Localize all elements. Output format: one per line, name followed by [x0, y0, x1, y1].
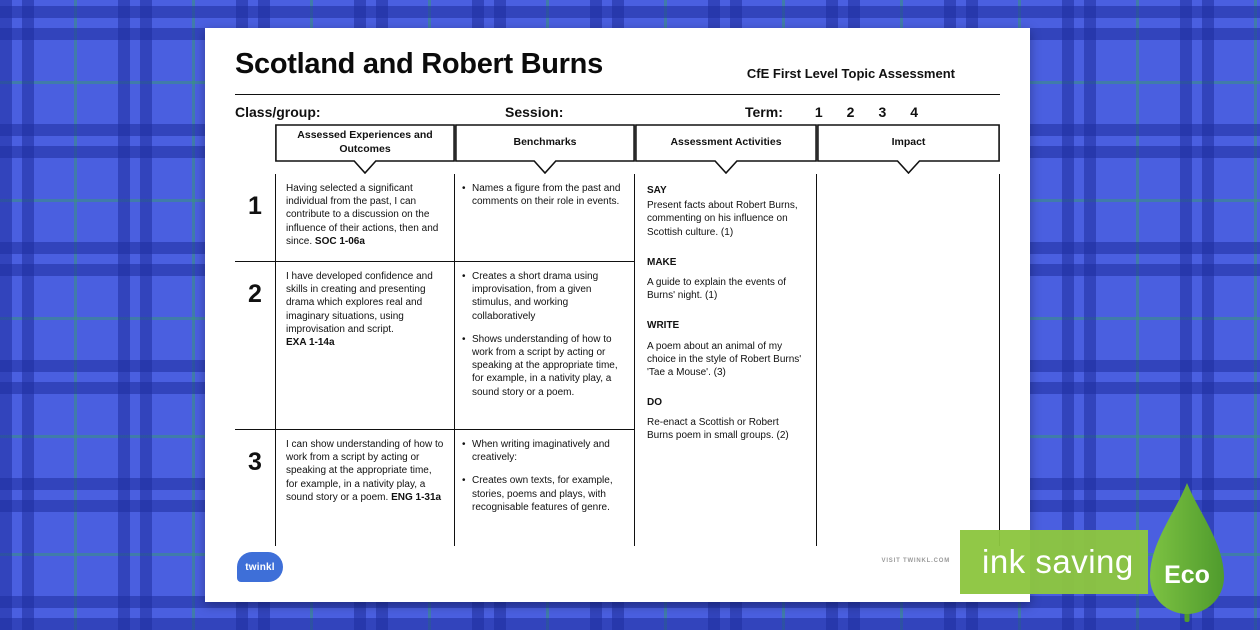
activities-cell	[635, 174, 817, 546]
outcome-text: Having selected a significant individual from the past, I can contribute to a discussion on the influence of their actions, then and since.	[286, 183, 439, 247]
row-3-outcome	[275, 430, 455, 546]
activity-text: Present facts about Robert Burns, commenting on his influence on Scottish culture. (1)	[647, 200, 798, 238]
term-option-4: 4	[910, 104, 919, 120]
header-impact	[817, 124, 1000, 174]
activity-do	[647, 396, 804, 443]
term-label: Term:	[745, 104, 783, 120]
header-outcomes	[275, 124, 455, 174]
row-2-number: 2	[235, 262, 275, 430]
benchmark-list	[461, 270, 626, 399]
activity-make	[647, 256, 804, 303]
row-1-outcome	[275, 174, 455, 262]
eco-leaf-icon	[1146, 481, 1228, 623]
term-option-3: 3	[878, 104, 887, 120]
benchmark-item: • Creates own texts, for example, stories, poems and plays, with recognisable features of genre.	[461, 474, 626, 514]
row-1-number: 1	[235, 174, 275, 262]
benchmark-item: • Names a figure from the past and comments on their role in events.	[461, 182, 626, 208]
doc-subtitle: CfE First Level Topic Assessment	[746, 66, 955, 81]
session-label: Session:	[505, 104, 564, 120]
term-option-1: 1	[814, 104, 823, 120]
eco-label: Eco	[1164, 561, 1210, 589]
header-benchmarks-label: Benchmarks	[513, 135, 577, 148]
header-benchmarks	[455, 124, 635, 174]
activity-say	[647, 184, 804, 239]
header-activities	[635, 124, 817, 174]
page-title: Scotland and Robert Burns	[235, 48, 603, 80]
activity-heading: DO	[647, 397, 662, 409]
activity-text: A guide to explain the events of Burns' night. (1)	[647, 276, 786, 302]
impact-cell	[817, 174, 1000, 546]
title-divider	[235, 94, 1000, 95]
ink-saving-label: ink saving	[982, 543, 1134, 580]
visit-twinkl-text: VISIT TWINKL.COM	[881, 558, 950, 564]
benchmark-item: • Shows understanding of how to work from a script by acting or speaking at the appropriate time, for example, in a nativity play, a sound story or a poem.	[461, 333, 626, 399]
table-header-row	[235, 124, 1000, 174]
activity-text: Re-enact a Scottish or Robert Burns poem in small groups. (2)	[647, 417, 789, 442]
row-2-benchmarks	[455, 262, 635, 430]
outcome-code: SOC 1-06a	[314, 235, 365, 247]
document-header	[235, 48, 1000, 94]
benchmark-list	[461, 182, 626, 208]
benchmark-item: • When writing imaginatively and creatively:	[461, 438, 626, 464]
twinkl-logo: twinkl	[237, 552, 283, 582]
meta-row	[235, 104, 1000, 120]
row-2-outcome	[275, 262, 455, 430]
row-3-number: 3	[248, 448, 262, 476]
benchmark-list	[461, 438, 626, 514]
term-option-2: 2	[846, 104, 855, 120]
activity-text: A poem about an animal of my choice in the style of Robert Burns' 'Tae a Mouse'. (3)	[647, 340, 802, 378]
header-outcomes-label: Assessed Experiences and Outcomes	[297, 129, 433, 155]
outcome-code: EXA 1-14a	[286, 336, 335, 348]
ink-saving-badge	[960, 530, 1148, 594]
outcome-code: ENG 1-31a	[391, 491, 442, 503]
activity-heading: MAKE	[647, 256, 677, 268]
outcome-text: I can show understanding of how to work from a script by acting or speaking at the appropriate time, for example, in a nativity play, a sound story or a poem.	[286, 439, 444, 503]
header-activities-label: Assessment Activities	[670, 135, 782, 148]
class-group-label: Class/group:	[235, 104, 321, 120]
leaf-shape	[1146, 481, 1228, 623]
activity-heading: SAY	[647, 185, 667, 196]
header-impact-label: Impact	[891, 135, 926, 148]
assessment-table	[235, 174, 1000, 546]
outcome-text: I have developed confidence and skills in creating and presenting drama which explores real and imaginary situations, using improvisation and script.	[286, 271, 433, 335]
row-3-benchmarks	[455, 430, 635, 546]
benchmark-item: • Creates a short drama using improvisation, from a given stimulus, and working collaboratively	[461, 270, 626, 323]
document-page	[205, 28, 1030, 602]
activity-heading: WRITE	[647, 320, 680, 332]
activity-write	[647, 319, 804, 379]
row-1-benchmarks	[455, 174, 635, 262]
